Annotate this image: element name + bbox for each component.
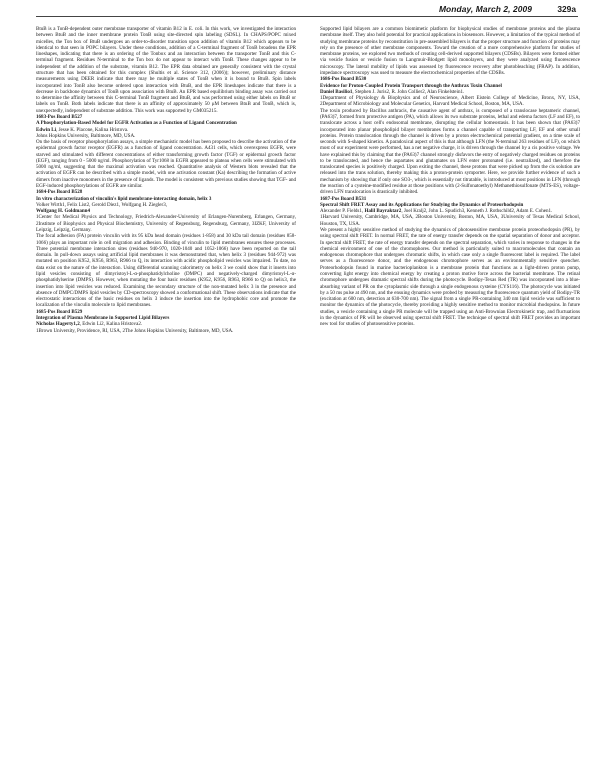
presenter-name: Wolfgang H. Goldmann4	[36, 208, 90, 215]
coauthors: , Edwin Li2, Kalina Hristova2.	[79, 321, 143, 328]
abstract-1685	[36, 309, 296, 334]
coauthors: , Jesse K. Placone, Kalina Hristova.	[56, 126, 129, 133]
coauthors: Volker Wirth1, Felix List2, Gerold Diez1, Wolfgang H. Ziegler3,	[36, 201, 168, 208]
right-column	[320, 26, 580, 328]
abstract-1686	[320, 76, 580, 195]
coauthors: Alexander P. Fields1,	[320, 208, 365, 215]
abstract-1687	[320, 196, 580, 328]
abstract-authors	[36, 202, 296, 215]
abstract-affiliation: 1Department of Physiology & Biophysics and of Neuroscience, Albert Eistein College of Medicine, Bronx, NY, USA, 2Department of Microbiology and Molecular Genetics, Harvard Medical School, Boston, MA, USA.	[320, 95, 580, 108]
presenter-name: Halil Bayraktar2	[364, 208, 402, 215]
abstract-body: The toxin produced by Bacillus anthracis, the causative agent of anthrax, is composed of a translocase heptameric channel, (PA63)7, formed from protective antigen (PA), which allows its two substrate proteins, lethal and edema factors (LF and EF), to translocate across a host cell's endosomal membrane, disrupting the cellular homeostasis. It has been shown that (PA63)7 incorporated into planar phospholipid bilayer membranes forms a channel capable of transporting LF, EF and other small proteins. Protein translocation through the channel is driven by a proton electrochemical potential gradient, on a time scale of seconds with S-shaped kinetics. A paradoxical aspect of this is that although LFN (the N-terminal 263 residues of LF), on which most of our experiment were performed, has a net negative charge, it is driven through the channel by a cis positive voltage. We have explained this by claiming that the (PA63)7 channel strongly disfavors the entry of negatively charged residues on proteins to be translocated, and hence the aspartates and glutamates on LFN enter protonated (i.e. neutralized), and therefore the translocated species is positively charged. Upon exiting the channel, these protons that were picked up from the cis solution are released into the trans solution, thereby making this a proton-protein symporter. Here, we provide further evidence of such a mechanism by showing that if only one SO3-, which is essentially not titratable, is introduced at most positions in LFN (through the reaction of a cysteine-modified residue at those positions with (2-Sulfonatoethyl) Methanethiosulfonate (MTS-ES), voltage-driven LFN translocation is drastically inhibited.	[320, 107, 580, 196]
left-column	[36, 26, 296, 334]
abstract-id: 1687-Pos Board B531	[320, 195, 367, 202]
abstract-body: We present a highly sensitive method of studying the dynamics of photosensitive membrane protein proteorhodopsin (PR), by using spectral shift FRET. In normal FRET, the rate of energy transfer depends on the spatial separation of donor and acceptor. In spectral shift FRET, the rate of energy transfer depends on the spectral separation, which varies in response to changes in the chemical environment of one of the chromophores. Our method is particularly suited to macromolecules that contain an endogenous chromophore that undergoes chromatic shifts, in which case only a single fluorescent label is required. The label serves as a fluorescence donor, and the endogenous chromophore serves as an environmentally sensitive quencher. Proteorhodopsin found in marine bacterioplankton is a membrane protein that functions as a light-driven proton pump, converting light energy into chemical energy by creating a proton motive force across the bacterial membrane. The retinal chromophore undergoes dramatic spectral shifts during the photocycle. Bodipy-Texas Red (TR) was incorporated into a blue-absorbing variant of PR on the cytoplasmic side through a single endogenous cysteine (CYS116). The photocycle was initiated by a 50 ms pulse at 490 nm, and the ensuing dynamics were probed by measuring the fluorescence quantum yield of Bodipy-TR (excitation at 600 nm, detection at 630-700 nm). The signal from a single PR-containing 340 nm lipid vesicle was sufficient to monitor the dynamics of the photocycle, thereby providing a highly sensitive method to monitor microbial rhodopsins. In future studies, a vesicle containing a single PR molecule will be trapped using an Anti-Brownian Electrokinetic trap, and fluctuations in the dynamics of PR will be observed using spectral shift FRET. The technique of spectral shift FRET provides an important new tool for studies of photosensitive proteins.	[320, 227, 580, 328]
presenter-name: Edwin Li	[36, 126, 57, 133]
abstract-affiliation: 1Center for Medical Physics and Technology, Friedrich-Alexander-University of Erlangen-Nuremberg, Erlangen, Germany, 2Institute of Biophysics and Physical Biochemistry, University of Regensburg, Regensburg, Germany, 3IZKF, University of Leipzig, Leipzig, Germany.	[36, 214, 296, 233]
abstract-1683	[36, 114, 296, 189]
abstract-body: The focal adhesion (FA) protein vinculin with its 95 kDa head domain (residues 1-858) and 30 kDa tail domain (residues 858-1066) plays an important role in cell migration and adhesion. Binding of vinculin to lipid membranes ensures these processes. Three potential membrane interaction sites (residues 940-970, 1020-1040 and 1052-1066) have been reported on the tail domain. In pull-down assays using artificial lipid membranes it was demonstrated that, when helix 3 (residues 944-972) was mutated on position K952, K956, R963, R966 to Q, its interaction with acidic phospholipid vesicles was impaired. To date, no data exist on the nature of the interaction. Using differential scanning calorimetry on helix 3 we could show that it inserts into lipid vesicles consisting of dimyristoyl-L-α-phosphatidylcholine (DMPC) and negatively-charged dimyristoyl-L-α-phosphatidylserine (DMPS). However, when mutating the four basic residues (K952, K956, R963, R966 to Q) on helix3, the insertion into lipid vesicles was reduced. Examining the secondary structure of the non-mutated helix 3 in the presence and absence of DMPC/DMPS lipid vesicles by CD-spectroscopy showed a conformational shift. These observations indicate that the electrostatic interactions of the basic residues on helix 3 induce the insertion into the hydrophobic core and promote the localization of the vinculin molecule to lipid membranes.	[36, 233, 296, 309]
abstract-body: On the basis of receptor phosphorylation assays, a simple mechanistic model has been proposed to describe the activation of the epidermal growth factor receptor (EGFR) as a function of ligand concentration. A431 cells, which overexpress EGFR, were starved and stimulated with different concentrations of either transforming growth factor (TGF) or epidermal growth factor (EGF), ranging from 0 - 5000 ng/ml. Phosphorylation of Tyr1068 in EGFR appeared to plateau when cells were stimulated with 5000 ng/ml, suggesting that the maximal activation was reached. Quantitative analysis of Western blots revealed that the activation of EGFR can be described with a simple model, with one activation constant (Ka) describing the formation of active dimers from inactive monomers in the presence of ligands. The model is consistent with previous studies showing that TGF- and EGF-induced phosphorylations of EGFR are similar.	[36, 139, 296, 190]
abstract-title: In vitro characterization of vinculin's lipid membrane-interacting domain, helix 3	[36, 195, 212, 202]
continuation-text-right: Supported lipid bilayers are a common biomimetic platform for biophysical studies of membrane proteins and the plasma membrane itself. They also hold potential for practical applications in biosensors. However, a limitation of the typical method of studying membrane proteins by reconstitution in pre-assembled bilayers is that the proper structure and function of proteins may rely on the presence of other membrane components. Toward the creation of a more comprehensive platform for studies of membrane proteins, we explored two methods of creating cell-derived supported bilayers (CDSBs). Bilayers were formed either via vesicle fusion or vesicle fusion to Langmuir-Blodgett lipid monolayers, and they were analyzed using fluorescence microscopy. The lateral mobility of lipids was assessed by fluorescence recovery after photobleaching (FRAP). In addition, impedance spectroscopy was used to measure the electrochemical properties of the CDSBs.	[320, 26, 580, 76]
coauthors-tail: , Joel Kralj2, John L. Spudich3, Kenneth J. Rothschild2, Adam E. Cohen1.	[401, 208, 553, 215]
abstract-id: 1686-Pos Board B530	[320, 76, 367, 83]
presenter-name: Nicholas Hagerty1,2	[36, 321, 80, 328]
header-rule	[36, 16, 578, 17]
abstract-id: 1683-Pos Board B527	[36, 113, 83, 120]
abstract-title: Integration of Plasma Membrane in Supported Lipid Bilayers	[36, 314, 170, 321]
abstract-title: Evidence for Proton-Coupled Protein Transport through the Anthrax Toxin Channel	[320, 82, 502, 89]
abstract-affiliation: Johns Hopkins University, Baltimore, MD, USA.	[36, 132, 136, 139]
presenter-name: Daniel Basilio1	[320, 88, 353, 95]
coauthors: , Stephen J. Juris2, R. John Collier2, Alan Finkelstein1.	[352, 88, 465, 95]
abstract-affiliation: 1Brown University, Providence, RI, USA, 2The Johns Hopkins University, Baltimore, MD, USA.	[36, 327, 234, 334]
abstract-1684	[36, 189, 296, 308]
page-number: 329a	[557, 4, 576, 14]
continuation-text-left: BtuB is a TonB-dependent outer membrane transporter of vitamin B12 in E. coli. In this work, we investigated the interaction between BtuB and the inner membrane protein TonB using site-directed spin labeling (SDSL). In CHAPS/POPC mixed micelles, the Ton box of BtuB undergoes an order-to-disorder transition upon addition of vitamin B12 which appears to be identical to that seen in POPC bilayers. Under these conditions, addition of a C-terminal fragment of TonB broadens the EPR lineshapes, indicating that there is an ordering of the Tonbox and an interaction between the transporter TonB and this C-terminal fragment. Residues N-terminal to the Ton box do not appear to interact with TonB. These changes appear to be independent of the addition of the substrate, vitamin B12. The EPR data obtained are generally consistent with the crystal structure that has been obtained for this complex (Shultis et al. Science 312, (2006)); however, preliminary distance measurements using DEER indicate that there may be multiple states of TonB when it is bound to BtuB. Spin labels incorporated into TonB also become ordered upon interaction with BtuB, and the EPR lineshapes indicate that there is a decrease in backbone dynamics of TonB upon association with BtuB. An EPR based equilibrium binding assay was carried out to determine the affinity between this C-terminal TonB fragment and BtuB, and was performed using either labels on BtuB or labels on TonB. Both labels indicate that there is an affinity of approximately 50 μM between BtuB and TonB, which is, unexpectedly, independent of substrate addition. This work was supported by GM035215.	[36, 26, 296, 114]
header-date: Monday, March 2, 2009	[438, 4, 532, 14]
abstract-id: 1685-Pos Board B529	[36, 308, 83, 315]
abstract-title: Spectral Shift FRET Assay and its Applications for Studying the Dynamics of Proteorhodopsin	[320, 201, 524, 208]
abstract-id: 1684-Pos Board B528	[36, 189, 83, 196]
abstract-affiliation: 1Harvard University, Cambridge, MA, USA, 2Boston University, Boston, MA, USA, 3University of Texas Medical School, Houston, TX, USA.	[320, 214, 580, 227]
abstract-title: A Phosphorylation-Based Model for EGFR Activation as a Function of Ligand Concentration	[36, 120, 237, 127]
page-header	[0, 0, 600, 18]
